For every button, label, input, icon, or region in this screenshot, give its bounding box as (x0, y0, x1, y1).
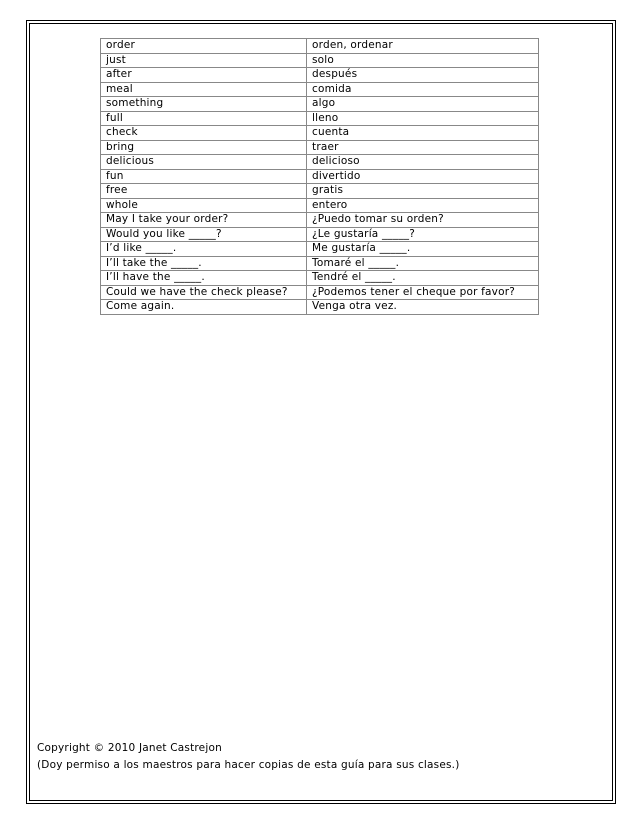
table-row (101, 126, 539, 141)
table-row (101, 68, 539, 83)
table-row (101, 169, 539, 184)
table-row (101, 271, 539, 286)
spanish-term: Me gustaría _____. (307, 242, 539, 257)
english-term: Would you like _____? (101, 227, 307, 242)
table-row (101, 111, 539, 126)
english-term: meal (101, 82, 307, 97)
footer (37, 740, 460, 774)
spanish-term: orden, ordenar (307, 39, 539, 54)
spanish-term: gratis (307, 184, 539, 199)
vocabulary-table-body (101, 39, 539, 315)
table-row (101, 227, 539, 242)
english-term: after (101, 68, 307, 83)
spanish-term: algo (307, 97, 539, 112)
spanish-term: Tomaré el _____. (307, 256, 539, 271)
spanish-term: entero (307, 198, 539, 213)
table-row (101, 140, 539, 155)
english-term: I’d like _____. (101, 242, 307, 257)
english-term: bring (101, 140, 307, 155)
spanish-term: comida (307, 82, 539, 97)
table-row (101, 184, 539, 199)
table-row (101, 213, 539, 228)
english-term: I’ll take the _____. (101, 256, 307, 271)
spanish-term: solo (307, 53, 539, 68)
english-term: delicious (101, 155, 307, 170)
table-row (101, 300, 539, 315)
spanish-term: ¿Puedo tomar su orden? (307, 213, 539, 228)
vocabulary-table (100, 38, 539, 315)
english-term: something (101, 97, 307, 112)
english-term: Come again. (101, 300, 307, 315)
english-term: fun (101, 169, 307, 184)
table-row (101, 285, 539, 300)
table-row (101, 39, 539, 54)
spanish-term: delicioso (307, 155, 539, 170)
table-row (101, 256, 539, 271)
english-term: Could we have the check please? (101, 285, 307, 300)
table-row (101, 97, 539, 112)
english-term: order (101, 39, 307, 54)
english-term: whole (101, 198, 307, 213)
spanish-term: cuenta (307, 126, 539, 141)
table-row (101, 53, 539, 68)
spanish-term: Venga otra vez. (307, 300, 539, 315)
spanish-term: Tendré el _____. (307, 271, 539, 286)
spanish-term: ¿Podemos tener el cheque por favor? (307, 285, 539, 300)
permission-text: (Doy permiso a los maestros para hacer copias de esta guía para sus clases.) (37, 759, 460, 771)
english-term: full (101, 111, 307, 126)
spanish-term: después (307, 68, 539, 83)
english-term: free (101, 184, 307, 199)
english-term: just (101, 53, 307, 68)
table-row (101, 198, 539, 213)
english-term: check (101, 126, 307, 141)
table-row (101, 82, 539, 97)
table-row (101, 155, 539, 170)
spanish-term: lleno (307, 111, 539, 126)
copyright-text: Copyright © 2010 Janet Castrejon (37, 742, 222, 754)
table-row (101, 242, 539, 257)
english-term: May I take your order? (101, 213, 307, 228)
english-term: I’ll have the _____. (101, 271, 307, 286)
spanish-term: ¿Le gustaría _____? (307, 227, 539, 242)
spanish-term: traer (307, 140, 539, 155)
spanish-term: divertido (307, 169, 539, 184)
